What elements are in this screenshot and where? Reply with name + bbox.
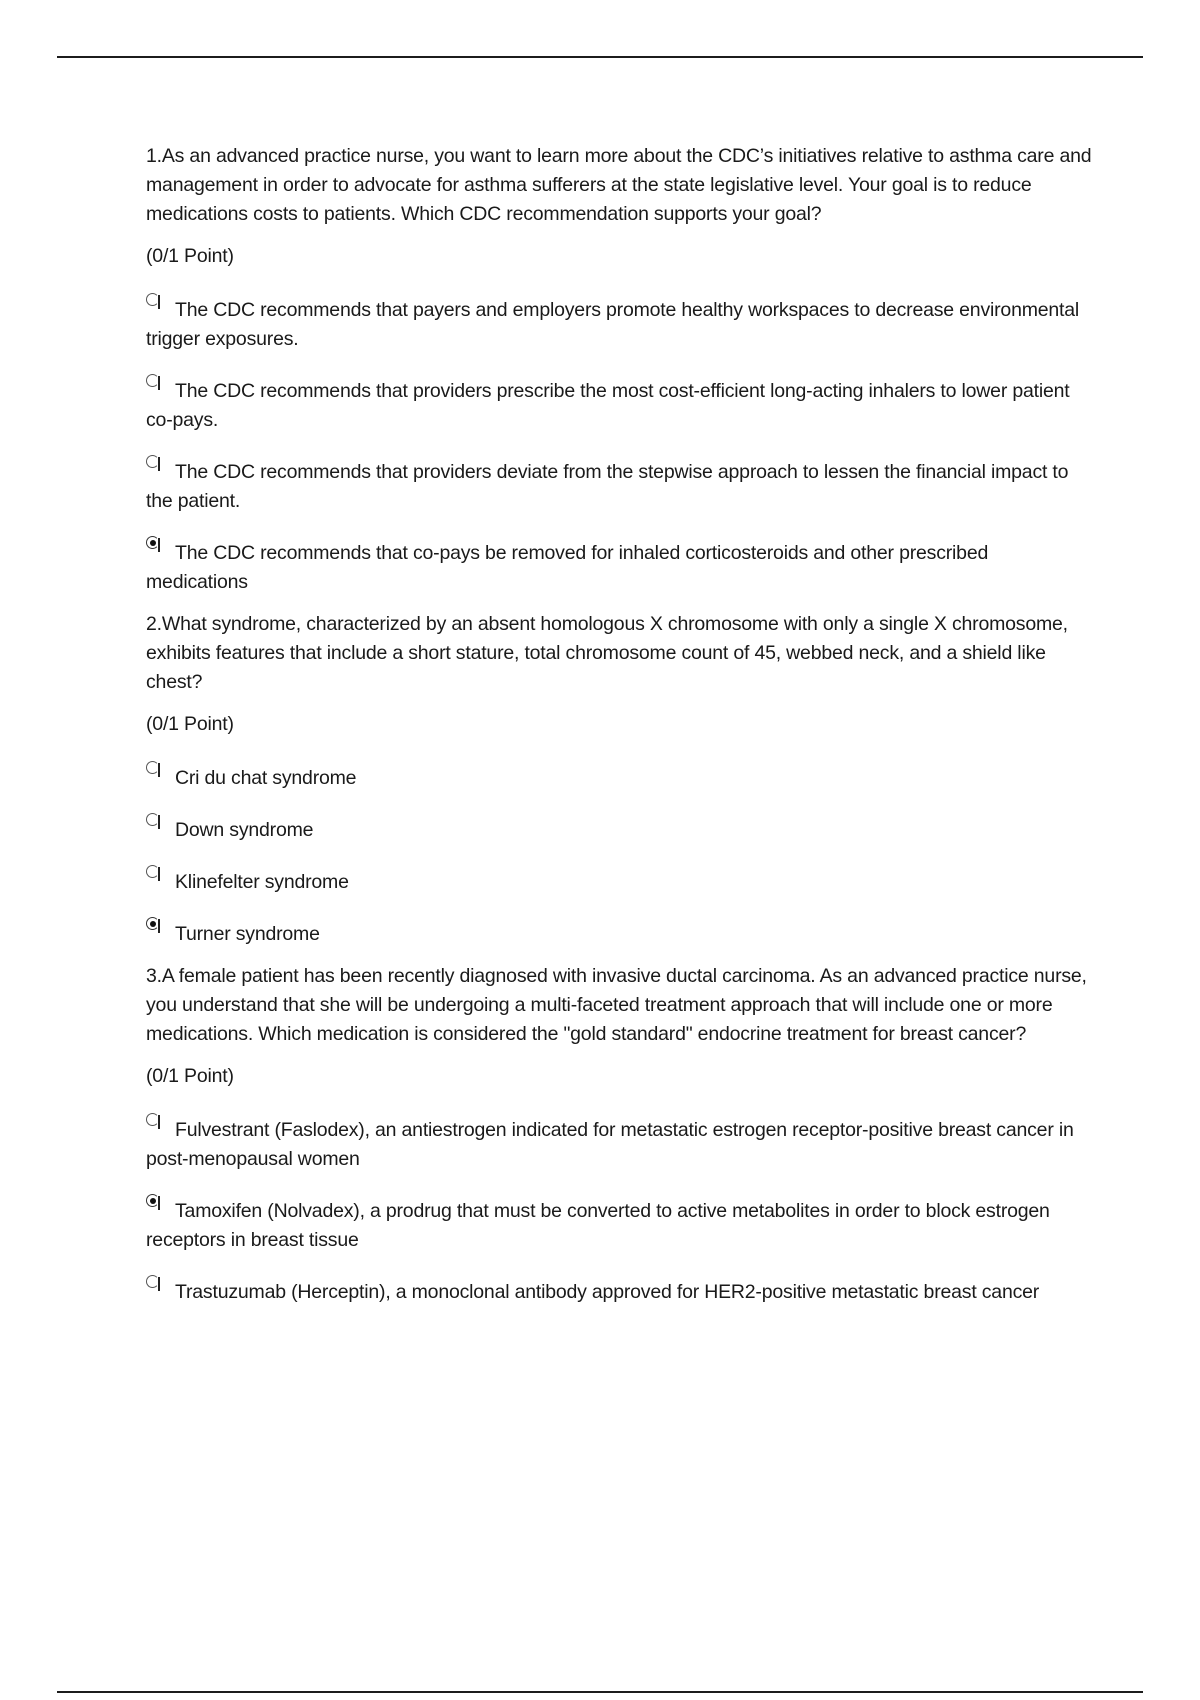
option-text: Klinefelter syndrome (175, 871, 349, 893)
question-1 (146, 142, 1092, 597)
radio-button-icon[interactable] (146, 761, 163, 778)
question-3 (146, 962, 1092, 1307)
radio-selected-icon[interactable] (146, 536, 163, 553)
quiz-content (146, 142, 1092, 1327)
bottom-rule (57, 1691, 1143, 1693)
option-text: The CDC recommends that providers deviate from the stepwise approach to lessen the financial impact to the patient. (146, 461, 1069, 512)
answer-option[interactable] (146, 1275, 1092, 1307)
option-text: Tamoxifen (Nolvadex), a prodrug that must be converted to active metabolites in order to block estrogen receptors in breast tissue (146, 1200, 1050, 1251)
question-points: (0/1 Point) (146, 245, 234, 267)
question-stem: 3.A female patient has been recently diagnosed with invasive ductal carcinoma. As an advanced practice nurse, you understand that she will be undergoing a multi-faceted treatment approach that will include one or more medications. Which medication is considered the "gold standard" endocrine treatment for breast cancer? (146, 965, 1087, 1045)
radio-selected-icon[interactable] (146, 917, 163, 934)
question-stem: 2.What syndrome, characterized by an absent homologous X chromosome with only a single X chromosome, exhibits features that include a short stature, total chromosome count of 45, webbed neck, and a shield like chest? (146, 613, 1068, 693)
question-points: (0/1 Point) (146, 713, 234, 735)
option-text: The CDC recommends that providers prescribe the most cost-efficient long-acting inhalers to lower patient co-pays. (146, 380, 1070, 431)
answer-option[interactable] (146, 1113, 1092, 1174)
option-text: Cri du chat syndrome (175, 767, 357, 789)
question-stem: 1.As an advanced practice nurse, you want to learn more about the CDC’s initiatives relative to asthma care and management in order to advocate for asthma sufferers at the state legislative level. Your goal is to reduce medications costs to patients. Which CDC recommendation supports your goal? (146, 145, 1092, 225)
answer-option[interactable] (146, 455, 1092, 516)
answer-option[interactable] (146, 293, 1092, 354)
radio-button-icon[interactable] (146, 865, 163, 882)
option-text: Down syndrome (175, 819, 314, 841)
radio-button-icon[interactable] (146, 1275, 163, 1292)
top-rule (57, 56, 1143, 58)
answer-option[interactable] (146, 761, 1092, 793)
answer-option[interactable] (146, 865, 1092, 897)
answer-option[interactable] (146, 917, 1092, 949)
option-text: The CDC recommends that payers and employers promote healthy workspaces to decrease environmental trigger exposures. (146, 299, 1080, 350)
question-points: (0/1 Point) (146, 1065, 234, 1087)
radio-button-icon[interactable] (146, 455, 163, 472)
radio-button-icon[interactable] (146, 374, 163, 391)
answer-option[interactable] (146, 374, 1092, 435)
question-2 (146, 610, 1092, 949)
radio-button-icon[interactable] (146, 1113, 163, 1130)
radio-selected-icon[interactable] (146, 1194, 163, 1211)
answer-option[interactable] (146, 813, 1092, 845)
option-text: The CDC recommends that co-pays be removed for inhaled corticosteroids and other prescribed medications (146, 542, 989, 593)
option-text: Fulvestrant (Faslodex), an antiestrogen indicated for metastatic estrogen receptor-positive breast cancer in post-menopausal women (146, 1119, 1074, 1170)
answer-option[interactable] (146, 1194, 1092, 1255)
radio-button-icon[interactable] (146, 293, 163, 310)
radio-button-icon[interactable] (146, 813, 163, 830)
answer-option[interactable] (146, 536, 1092, 597)
option-text: Trastuzumab (Herceptin), a monoclonal antibody approved for HER2-positive metastatic breast cancer (175, 1281, 1040, 1303)
option-text: Turner syndrome (175, 923, 320, 945)
